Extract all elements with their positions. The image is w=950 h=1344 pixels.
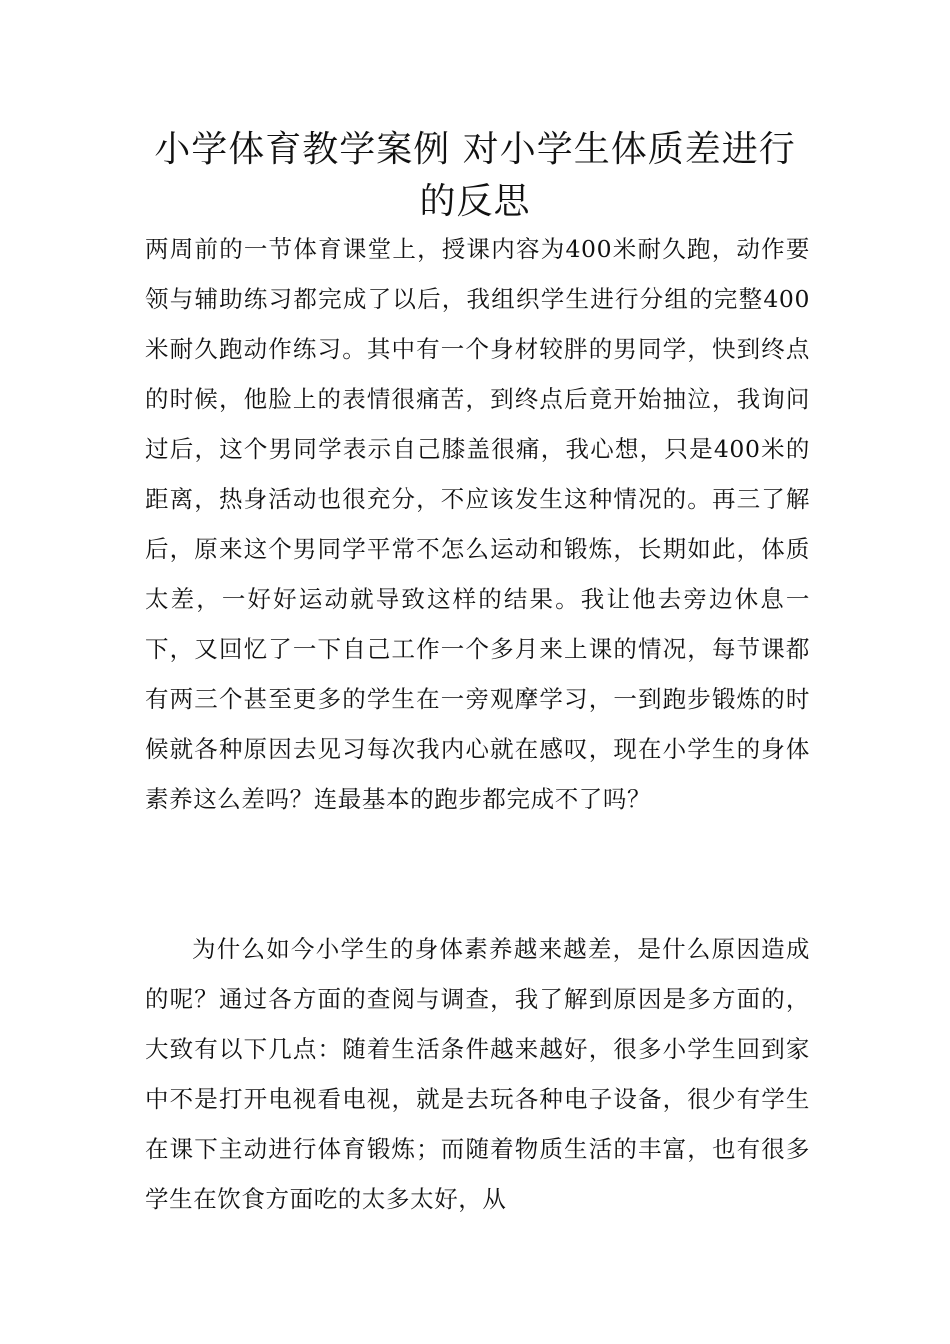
paragraph-2: 为什么如今小学生的身体素养越来越差，是什么原因造成的呢？通过各方面的查阅与调查，我了解到原因是多方面的，大致有以下几点：随着生活条件越来越好，很多小学生回到家中不是打开电视看电视，就是去玩各种电子设备，很少有学生在课下主动进行体育锻炼；而随着物质生活的丰富，也有很多学生在饮食方面吃的太多太好，从 bbox=[145, 935, 810, 1213]
paragraph-1: 两周前的一节体育课堂上，授课内容为400米耐久跑，动作要领与辅助练习都完成了以后，我组织学生进行分组的完整400米耐久跑动作练习。其中有一个身材较胖的男同学，快到终点的时候，他脸上的表情很痛苦，到终点后竟开始抽泣，我询问过后，这个男同学表示自己膝盖很痛，我心想，只是400米的距离，热身活动也很充分，不应该发生这种情况的。再三了解后，原来这个男同学平常不怎么运动和锻炼，长期如此，体质太差，一好好运动就导致这样的结果。我让他去旁边休息一下，又回忆了一下自己工作一个多月来上课的情况，每节课都有两三个甚至更多的学生在一旁观摩学习，一到跑步锻炼的时候就各种原因去见习每次我内心就在感叹，现在小学生的身体素养这么差吗？连最基本的跑步都完成不了吗？ bbox=[145, 235, 810, 813]
document-title: 小学体育教学案例 对小学生体质差进行的反思 bbox=[154, 129, 796, 222]
